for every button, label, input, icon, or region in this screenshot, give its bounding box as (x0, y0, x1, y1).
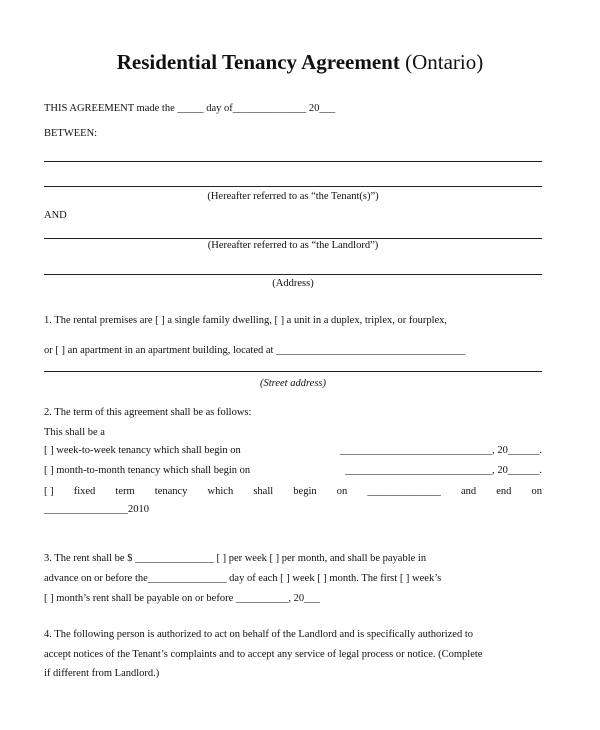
tenant-name-line-1 (44, 161, 542, 162)
section1-line2: or [ ] an apartment in an apartment building, located at ____________________________________ (44, 345, 466, 356)
section3-line1: 3. The rent shall be $ _______________ [ ] per week [ ] per month, and shall be payable in (44, 553, 427, 564)
agreement-date-line: THIS AGREEMENT made the _____ day of______________ 20___ (44, 103, 336, 114)
section4-line2: accept notices of the Tenant’s complaints and to accept any service of legal process or notice. (Complete (44, 649, 483, 660)
fixed-term-word: end (496, 486, 512, 497)
fixed-term-word: which (207, 486, 234, 497)
fixed-term-word: [ ] (44, 486, 54, 497)
monthly-tenancy-text: [ ] month-to-month tenancy which shall begin on (44, 465, 251, 476)
section3-line2: advance on or before the_______________ day of each [ ] week [ ] month. The first [ ] week’s (44, 573, 442, 584)
and-label: AND (44, 210, 67, 221)
landlord-address-line (44, 274, 542, 275)
fixed-term-end-date: ________________2010 (44, 504, 149, 515)
section2-line1: 2. The term of this agreement shall be as follows: (44, 407, 252, 418)
fixed-term-word: fixed (73, 486, 96, 497)
section1-line1: 1. The rental premises are [ ] a single family dwelling, [ ] a unit in a duplex, triplex, or fourplex, (44, 315, 448, 326)
section4-line1: 4. The following person is authorized to act on behalf of the Landlord and is specifically authorized to (44, 629, 474, 640)
fixed-term-word: term (115, 486, 135, 497)
address-caption: (Address) (272, 278, 314, 289)
title-sub: (Ontario) (405, 50, 484, 74)
between-label: BETWEEN: (44, 128, 98, 139)
fixed-term-word: on (336, 486, 348, 497)
weekly-tenancy-text: [ ] week-to-week tenancy which shall begin on (44, 445, 241, 456)
tenant-caption: (Hereafter referred to as “the Tenant(s)”) (207, 191, 379, 202)
section4-line3: if different from Landlord.) (44, 668, 160, 679)
fixed-term-word: tenancy (154, 486, 188, 497)
document-title (0, 50, 600, 75)
fixed-term-word: begin (293, 486, 317, 497)
title-main: Residential Tenancy Agreement (116, 50, 400, 74)
weekly-tenancy-date: _____________________________, 20______. (339, 445, 542, 456)
street-address-caption: (Street address) (260, 378, 326, 389)
fixed-term-word: ______________ (367, 486, 441, 497)
section3-line3: [ ] month’s rent shall be payable on or before __________, 20___ (44, 593, 320, 604)
street-address-line (44, 371, 542, 372)
monthly-tenancy-date: ____________________________, 20______. (345, 465, 542, 476)
monthly-tenancy-line (44, 465, 542, 476)
fixed-term-word: and (460, 486, 477, 497)
landlord-name-line (44, 238, 542, 239)
fixed-term-line (44, 486, 542, 497)
tenant-name-line-2 (44, 186, 542, 187)
weekly-tenancy-line (44, 445, 542, 456)
landlord-caption: (Hereafter referred to as “the Landlord”) (207, 240, 379, 251)
fixed-term-word: shall (253, 486, 274, 497)
section2-line2: This shall be a (44, 427, 105, 438)
fixed-term-word: on (531, 486, 542, 497)
